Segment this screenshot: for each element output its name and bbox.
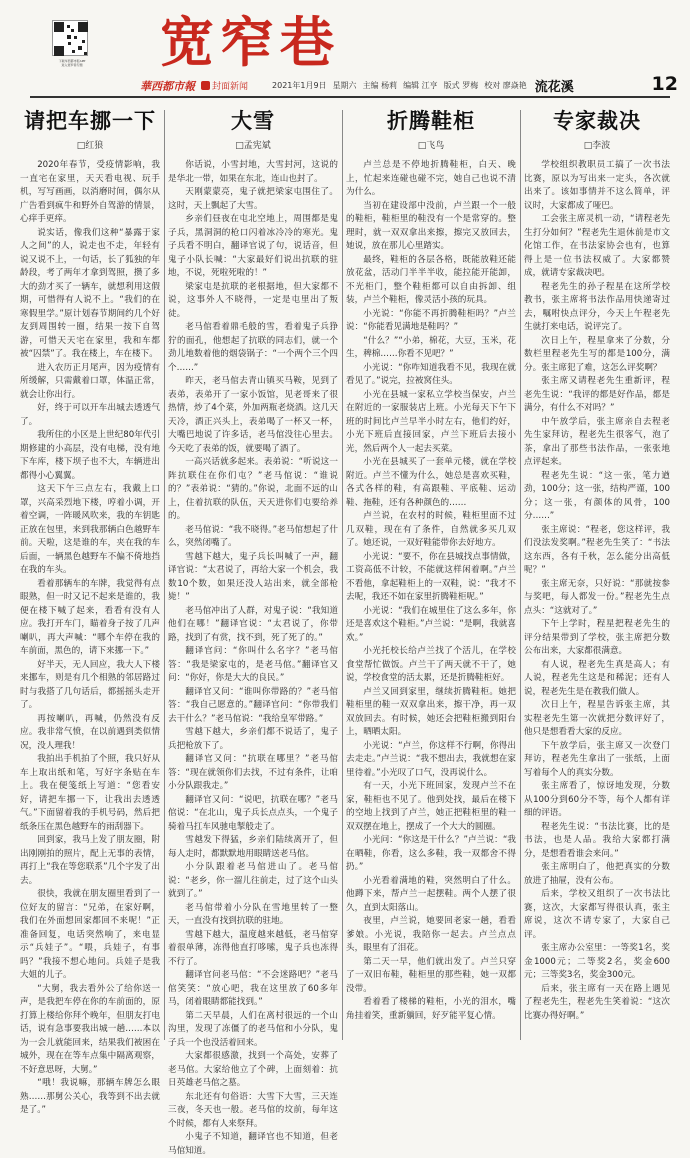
qr-caption: 下载华西都市报APP 进入宽窄巷专题 <box>58 59 86 67</box>
article-paragraph: “大舅，我去看外公了给你送一声，是我把车停在你的车前面的，原打算上楼给你拜个晚年，但朋友打电话，说有急事要我出城一趟……本以为一会儿就能回来，结果我们被困在城外，现在在等车点集中隔离观察，不好意思呀，大舅。” <box>20 983 160 1075</box>
article-paragraph: 昨天，老马倌去青山镇买马鞍，见到了表弟，表弟开了一家小饭馆，见老哥来了很热情，炒了4个菜，外加两瓶老烧酒。这几天天冷，酒正兴头上，表弟喝了一杯又一杯，大嘴巴地说了许多话，老马倌没往心里去。今天吃了表弟的饭，就要喝了酒了。 <box>168 376 338 454</box>
article-paragraph: 大家都很感激，找到一个高处，安葬了老马倌。大家给他立了个碑，上面刻着：抗日英雄老马倌之墓。 <box>168 1051 338 1088</box>
article-body <box>346 159 516 1023</box>
info-bar <box>140 76 574 95</box>
article-paragraph: 小分队跟着老马倌进山了。老马倌说：“老乡，你一溜儿往前走，过了这个山头就到了。” <box>168 862 338 899</box>
article-paragraph: 翻译官又问：“说吧，抗联在哪？”老马倌说：“在北山，鬼子兵长点点头，一个鬼子骑着马扛车风驰电掣般走了。 <box>168 794 338 832</box>
column-divider <box>520 110 521 1040</box>
qr-module <box>78 22 88 32</box>
huaxi-dushibao-logo: 華西都市報 <box>140 79 195 93</box>
article-paragraph: 看着那辆车的车牌，我觉得有点眼熟，但一时又记不起来是谁的，我便在楼下喊了起来，看看有没有人应。我打开车门，瞄着身子按了几声喇叭，再大声喊：“哪个车停在我的车前面，黑色的，请下来挪一下。” <box>20 578 160 656</box>
issue-weekday: 星期六 <box>332 81 357 90</box>
fengmian-logo-text: 封面新闻 <box>212 82 249 92</box>
article-title: 专家裁决 <box>553 108 641 133</box>
qr-module <box>54 46 64 56</box>
article-paragraph: 雪越下越大，乡亲们都不说话了，鬼子兵把枪放下了。 <box>168 727 338 751</box>
article-paragraph: 好，终于可以开车出城去透透气了。 <box>20 403 160 427</box>
article-column <box>168 106 338 1156</box>
article-paragraph: 再按喇叭，再喊，仍然没有反应。我非常气愤，在以前遇到类似情况，没人理我！ <box>20 713 160 751</box>
article-paragraph: 张主席看了，惊讶地发现，分数从100分到60分不等，每个人都有详细的评语。 <box>524 781 670 818</box>
article-paragraph: 东北还有句俗语：大雪下大雪，三天连三夜，冬天也一般。老马倌的坟前，每年这个时候，都有人来祭拜。 <box>168 1091 338 1129</box>
article-paragraph: 雪越下越大，鬼子兵长叫喊了一声，翻译官说：“太君说了，再给大家一个机会，我数10个数，如果还没人站出来，就全部枪毙！” <box>168 551 338 602</box>
qr-module <box>67 35 71 39</box>
article-column <box>524 106 670 1044</box>
editor: 编辑 江亨 <box>403 81 438 90</box>
article-author: □李波 <box>583 141 611 151</box>
article-paragraph: 次日上午，程星告诉张主席，其实程老先生第一次就把分数评好了，他只是想看看大家的反应。 <box>524 700 670 737</box>
article-paragraph: 第二天一早，他们就出发了。卢兰只穿了一双旧布鞋，鞋柜里的那些鞋，她一双都没带。 <box>346 956 516 994</box>
article-paragraph: 程老先生说：“书法比赛，比的是书法，也是人品。我给大家都打满分，是想看看谁会来问。” <box>524 821 670 859</box>
page-number: 12 <box>651 73 678 95</box>
article-paragraph: 老马倌说：“我不晓得。”老马倌想起了什么，突然闭嘴了。 <box>168 524 338 548</box>
section-name: 流花溪 <box>534 80 574 95</box>
article-paragraph: 有一天，小光下班回家，发现卢兰不在家，鞋柜也不见了。他到处找，最后在楼下的空地上找到了卢兰，她正把鞋柜里的鞋一双双摆在地上，摆成了一个大大的圆圈。 <box>346 781 516 832</box>
article-paragraph: 翻译官问：“你叫什么名字？”老马倌答：“我是梁家屯的，是老马倌。”翻译官又问：“你好，你是大大的良民。” <box>168 646 338 683</box>
qr-module <box>68 42 71 45</box>
column-divider <box>164 110 165 1040</box>
article-paragraph: 一高兴话就多起来。表弟说：“听说这一阵抗联住在你们屯？”老马倌说：“谁说的？”表弟说：“猜的。”你说，北面不远的山上，住着抗联的队伍，天天进你们屯要给养的。 <box>168 457 338 521</box>
article-paragraph: 程老先生的孙子程星在这所学校教书，张主席将书法作品用快递寄过去，嘱咐快点评分，今天上午程老先生就打来电话，说评完了。 <box>524 281 670 332</box>
article-paragraph: 我所住的小区是上世纪80年代引期修建的小高层，没有电梯，没有地下车库，楼下坝子也不大，车辆进出都得小心翼翼。 <box>20 430 160 481</box>
layout-designer: 版式 罗梅 <box>443 81 479 90</box>
article-paragraph: 工会张主席灵机一动，“请程老先生打分如何？”程老先生退休前是市文化馆工作，在书法家协会也有，也算得上是一位书法权威了。大家都赞成，就请专家裁决吧。 <box>524 214 670 278</box>
article-paragraph: 下午放学后，张主席又一次登门拜访，程老先生拿出了一张纸，上面写着每个人的真实分数。 <box>524 740 670 778</box>
article-author: □红狼 <box>76 141 104 151</box>
article-paragraph: 卢兰总是不停地折腾鞋柜，白天、晚上，忙起来连碰也碰不完，她自己也说不清为什么。 <box>346 160 516 197</box>
article-paragraph: 次日上午，程星拿来了分数，分数栏里程老先生写的都是100分，满分。张主席犯了难，这怎么评奖啊？ <box>524 335 670 373</box>
article-paragraph: 天刚蒙蒙亮，鬼子就把梁家屯围住了。这时，天上飘起了大雪。 <box>168 187 338 211</box>
article-paragraph: 张主席又请程老先生重新评，程老先生说：“我评的都是好作品，都是满分，有什么不对吗？” <box>524 376 670 413</box>
article-paragraph: 很快，我就在朋友圈里看到了一位好友的留言：“兄弟，在家好啊，我们在外面想回家都回不来呢！”正准备回复，电话突然响了，来电显示“兵娃子”。“喂，兵娃子，有事吗？”我接不想心地问。兵娃子是我大姐的儿子。 <box>20 889 160 980</box>
article-body <box>168 159 338 1158</box>
article-paragraph: 老马倌看着鼎毛般的雪，看着鬼子兵狰狞的面孔，他想起了抗联的同志们，就一个劲儿地数着他的烟袋锅子：“一个两个三个四个……” <box>168 322 338 373</box>
article-paragraph: 进入农历正月尾声，因为疫情有所缓解，只需戴着口罩，体温正常，就会让你出行。 <box>20 362 160 400</box>
article-paragraph: 下午上学时，程星把程老先生的评分结果带到了学校，张主席把分数公布出来，大家都很满意。 <box>524 619 670 656</box>
article-title: 大雪 <box>231 108 275 133</box>
article-column <box>20 106 160 1115</box>
article-paragraph: 老马倌冲出了人群，对鬼子说：“我知道他们在哪！”翻译官说：“太君说了，你带路，找到了有赏，找不到，死了死了的。” <box>168 605 338 643</box>
qr-code-icon[interactable] <box>52 20 88 56</box>
article-paragraph: 雪越下越大，温度越来越低，老马倌穿着很单薄，冻得他直打哆嗦，鬼子兵也冻得不行了。 <box>168 929 338 967</box>
article-paragraph: 好半天，无人回应，我大人下楼来挪车，则是有几个相熟的邻居路过时与我搭了几句话后，都摇摇头走开了。 <box>20 659 160 710</box>
qr-module <box>71 29 74 32</box>
qr-module <box>82 40 85 43</box>
article-paragraph: 后来，张主席有一天在路上遇见了程老先生，程老先生笑着说：“这次比赛办得好啊。” <box>524 983 670 1021</box>
article-paragraph: 说实话，像我们这种“暴露于家人之间”的人，说走也不走，年轻有说又说不上，一句话，长了狐独的年龄段，考了两年才拿到驾照，攒了多大的劲才买了一辆车，就想利用这假期，可惜得有人说不上。“我们的在寒假里学。”原计划春节期间约几个好友到周围转一圈，结果一按下自驾游，可惜天天宅在家里，我和车都被“囚禁”了。我在楼上，车在楼下。 <box>20 227 160 359</box>
article-paragraph: 小光说：“我们在城里住了这么多年，你还是喜欢这个鞋柜。”卢兰说：“是啊，我就喜欢。” <box>346 605 516 643</box>
article-paragraph: 小鬼子不知道，翻译官也不知道，但老马倌知道。 <box>168 1132 338 1156</box>
article-paragraph: 我拍出手机拍了个照，我只好从车上取出纸和笔，写好字条贴在车上。我在便笺纸上写道：“您看安好，请把车挪一下，让我出去透透气。”下面留着我的手机号码，然后把纸条压在黑色越野车的雨刮器下。 <box>20 754 160 832</box>
article-paragraph: 小光说：“卢兰，你这样不行啊，你得出去走走。”卢兰说：“我不想出去，我就想在家里待着。”小光叹了口气，没再说什么。 <box>346 740 516 778</box>
qr-module <box>72 50 75 53</box>
article-title: 折腾鞋柜 <box>387 108 475 133</box>
article-paragraph: 张主席无奈，只好说：“那就按参与奖吧，每人都发一份。”程老先生点点头：“这就对了。” <box>524 578 670 616</box>
issue-date: 2021年1月9日 <box>272 81 327 90</box>
article-paragraph: 后来，学校又组织了一次书法比赛，这次，大家都写得很认真，张主席说，这次不请专家了，大家自己评。 <box>524 889 670 940</box>
article-paragraph: 学校组织教职员工搞了一次书法比赛，原以为写出来一定头，各次就出来了。该如事情并不这么简单，评议时，大家都成了哑巴。 <box>524 160 670 211</box>
proofreader: 校对 廖焱艳 <box>484 81 527 90</box>
article-paragraph: 卢兰又回到家里，继续折腾鞋柜。她把鞋柜里的鞋一双双拿出来，擦干净，再一双双放回去。有时候，她还会把鞋柜搬到阳台上，晒晒太阳。 <box>346 686 516 737</box>
article-paragraph: 你话说，小雪封地，大雪封河，这说的是华北一带，如果在东北，连山也封了。 <box>168 160 338 184</box>
article-title: 请把车挪一下 <box>24 108 156 133</box>
article-paragraph: 乡亲们昼夜在屯北空地上，周围都是鬼子兵，黑洞洞的枪口闪着冰冷冷的寒光。鬼子兵看不明白，翻译官说了句，说话音，但鬼子小队长喊：“大家最好们说出抗联的驻地，不说，死啦死啦的！” <box>168 214 338 278</box>
qr-module <box>78 46 82 50</box>
article-paragraph: 有人说，程老先生真是高人；有人说，程老先生这是和稀泥；还有人说，程老先生是在教我们做人。 <box>524 659 670 697</box>
fengmian-news-logo <box>201 79 248 92</box>
article-body <box>524 159 670 1023</box>
qr-module <box>54 22 64 32</box>
article-paragraph: 张主席明白了，他把真实的分数放进了抽屉，没有公布。 <box>524 862 670 886</box>
article-paragraph: 夜里，卢兰说，她要回老家一趟，看看爹娘。小光说，我陪你一起去。卢兰点点头，眼里有了泪花。 <box>346 916 516 953</box>
article-paragraph: 小光看着满地的鞋，突然明白了什么。他蹲下来，帮卢兰一起摆鞋。两个人摆了很久，直到太阳落山。 <box>346 875 516 913</box>
article-paragraph: 小光问：“你这是干什么？”卢兰说：“我在晒鞋，你看，这么多鞋，我一双都舍不得扔。” <box>346 835 516 872</box>
masthead-title: 宽窄巷 <box>160 10 340 74</box>
article-author: □飞鸟 <box>417 141 445 151</box>
article-paragraph: 中午放学后，张主席亲自去程老先生家拜访，程老先生很客气，泡了茶，拿出了那些书法作品，一张张地点评起来。 <box>524 416 670 467</box>
article-paragraph: 第二天早晨，人们在离村很远的一个山沟里，发现了冻僵了的老马倌和小分队，鬼子兵一个也没活着回来。 <box>168 1010 338 1048</box>
chief-editor: 主编 杨莉 <box>362 81 398 90</box>
article-paragraph: 看着看了楼梯的鞋柜，小光的泪水，嘴角挂着笑，重新躺回，好歹能平复心情。 <box>346 997 516 1021</box>
article-body <box>20 159 160 1118</box>
article-paragraph: 翻译官问老马倌：“不会迷路吧？”老马倌笑笑：“放心吧，我在这里放了60多年马，闭着眼睛都能找到。” <box>168 970 338 1007</box>
article-paragraph: 张主席说：“程老，您这样评，我们没法发奖啊。”程老先生笑了：“书法这东西，各有千秋，怎么能分出高低呢？” <box>524 524 670 575</box>
article-paragraph: 2020年春节，受疫情影响，我一直宅在家里，天天看电视、玩手机，写写画画，以消磨时间，偶尔从广告看到疯牛和野外自驾游的情景，心痒手更痒。 <box>20 160 160 224</box>
article-paragraph: 小光说：“要不，你在县城找点事情做，工资高低不计较，不能就这样闲着啊。”卢兰不看他，拿起鞋柜上的一双鞋，说：“我才不去呢，我还不如在家里折腾鞋柜呢。” <box>346 551 516 602</box>
article-paragraph: 当初在建设部中没前，卢兰跟一个一般的鞋柜，鞋柜里的鞋没有一个是常穿的。整理时，就一双双拿出来擦，擦完又放回去，她说，放在那儿心里踏实。 <box>346 200 516 251</box>
article-paragraph: 卢兰说，在农村的时候，鞋柜里面不过几双鞋，现在有了条件，自然就多买几双了。她还说，一双好鞋能带你去好地方。 <box>346 511 516 548</box>
article-paragraph: 回到家，我马上发了朋友圈，附出刚刚拍的照片，配上无事的表情，再打上“我在等您联系”几个字发了出去。 <box>20 835 160 886</box>
article-paragraph: 小光在县城一家私立学校当保安，卢兰在附近的一家服装店上班。小光每天下午下班的时间比卢兰早半小时左右，他们约好，小光下班后直接回家，卢兰下班后去接小光，然后两个人一起去买菜。 <box>346 389 516 454</box>
column-divider <box>342 110 343 1040</box>
article-paragraph: 小光托校长给卢兰找了个活儿，在学校食堂帮忙做饭。卢兰干了两天就不干了，她说，学校食堂的活太累，还是折腾鞋柜好。 <box>346 646 516 683</box>
article-paragraph: 翻译官又问：“抗联在哪里？”老马倌答：“现在就领你们去找，不过有条件，让咱小分队跟我走。” <box>168 754 338 791</box>
article-paragraph: 程老先生说：“这一张，笔力遒劲，100分；这一张，结构严谨，100分；这一张，有颜体的风骨，100分……” <box>524 470 670 521</box>
article-paragraph: 老马倌带着小分队在雪地里转了一整天，一直没有找到抗联的驻地。 <box>168 902 338 926</box>
article-paragraph: 最终，鞋柜的各层各格，既能放鞋还能放花盆，活动门半半半收，能拉能开能卸，不光柜门，整个鞋柜都可以自由拆卸、组装，卢兰个鞋柜，像灵活小孩的玩具。 <box>346 254 516 305</box>
article-paragraph: 梁家屯是抗联的老根据地，但大家都不说，这事外人不晓得，一定是屯里出了叛徒。 <box>168 281 338 319</box>
qr-module <box>74 36 77 39</box>
qr-module <box>84 52 87 55</box>
article-paragraph: 小光在县城买了一套单元楼，就在学校附近。卢兰不懂为什么，她总是喜欢买鞋，各式各样的鞋，有高跟鞋、平底鞋、运动鞋、拖鞋，还有各种颜色的…… <box>346 457 516 508</box>
article-author: □孟宪斌 <box>235 141 271 151</box>
header-divider <box>30 96 670 98</box>
article-column <box>346 106 516 1044</box>
fengmian-logo-icon <box>201 81 210 90</box>
article-paragraph: 小光说：“你能不再折腾鞋柜吗？”卢兰说：“你能看见满地是鞋吗？” <box>346 308 516 332</box>
article-paragraph: 雪越发下得猛，乡亲们陆续离开了，但每人走时，都默默地用眼睛送老马倌。 <box>168 835 338 859</box>
qr-module <box>67 25 70 28</box>
article-paragraph: 翻译官又问：“谁叫你带路的？”老马倌答：“我自己愿意的。”翻译官问：“你带我们去干什么？”老马倌说：“我给皇军带路。” <box>168 686 338 724</box>
article-paragraph: 这天下午三点左右，我戴上口罩，兴高采烈地下楼，哼着小调，开着空调，一阵暖风吹来，我的车钥匙正放在包里，来到我那辆白色越野车前。天啦，这是谁的车，夹在我的车后面，一辆黑色越野车不偏不倚地挡在我的车头。 <box>20 484 160 575</box>
article-paragraph: “哦！我说嘛，那辆车牌怎么眼熟……那舅公关心，我等到不出去就是了。” <box>20 1078 160 1115</box>
article-paragraph: 张主席办公室里：一等奖1名，奖金1000元；二等奖2名，奖金600元；三等奖3名，奖金300元。 <box>524 943 670 980</box>
article-paragraph: “什么？”“小弟，棉花，大豆，玉米，花生，稗棉……你看不见吧？” <box>346 335 516 359</box>
article-paragraph: 小光说：“你咋知道我看不见，我现在就看见了。”说完，拉被窝住头。 <box>346 362 516 386</box>
